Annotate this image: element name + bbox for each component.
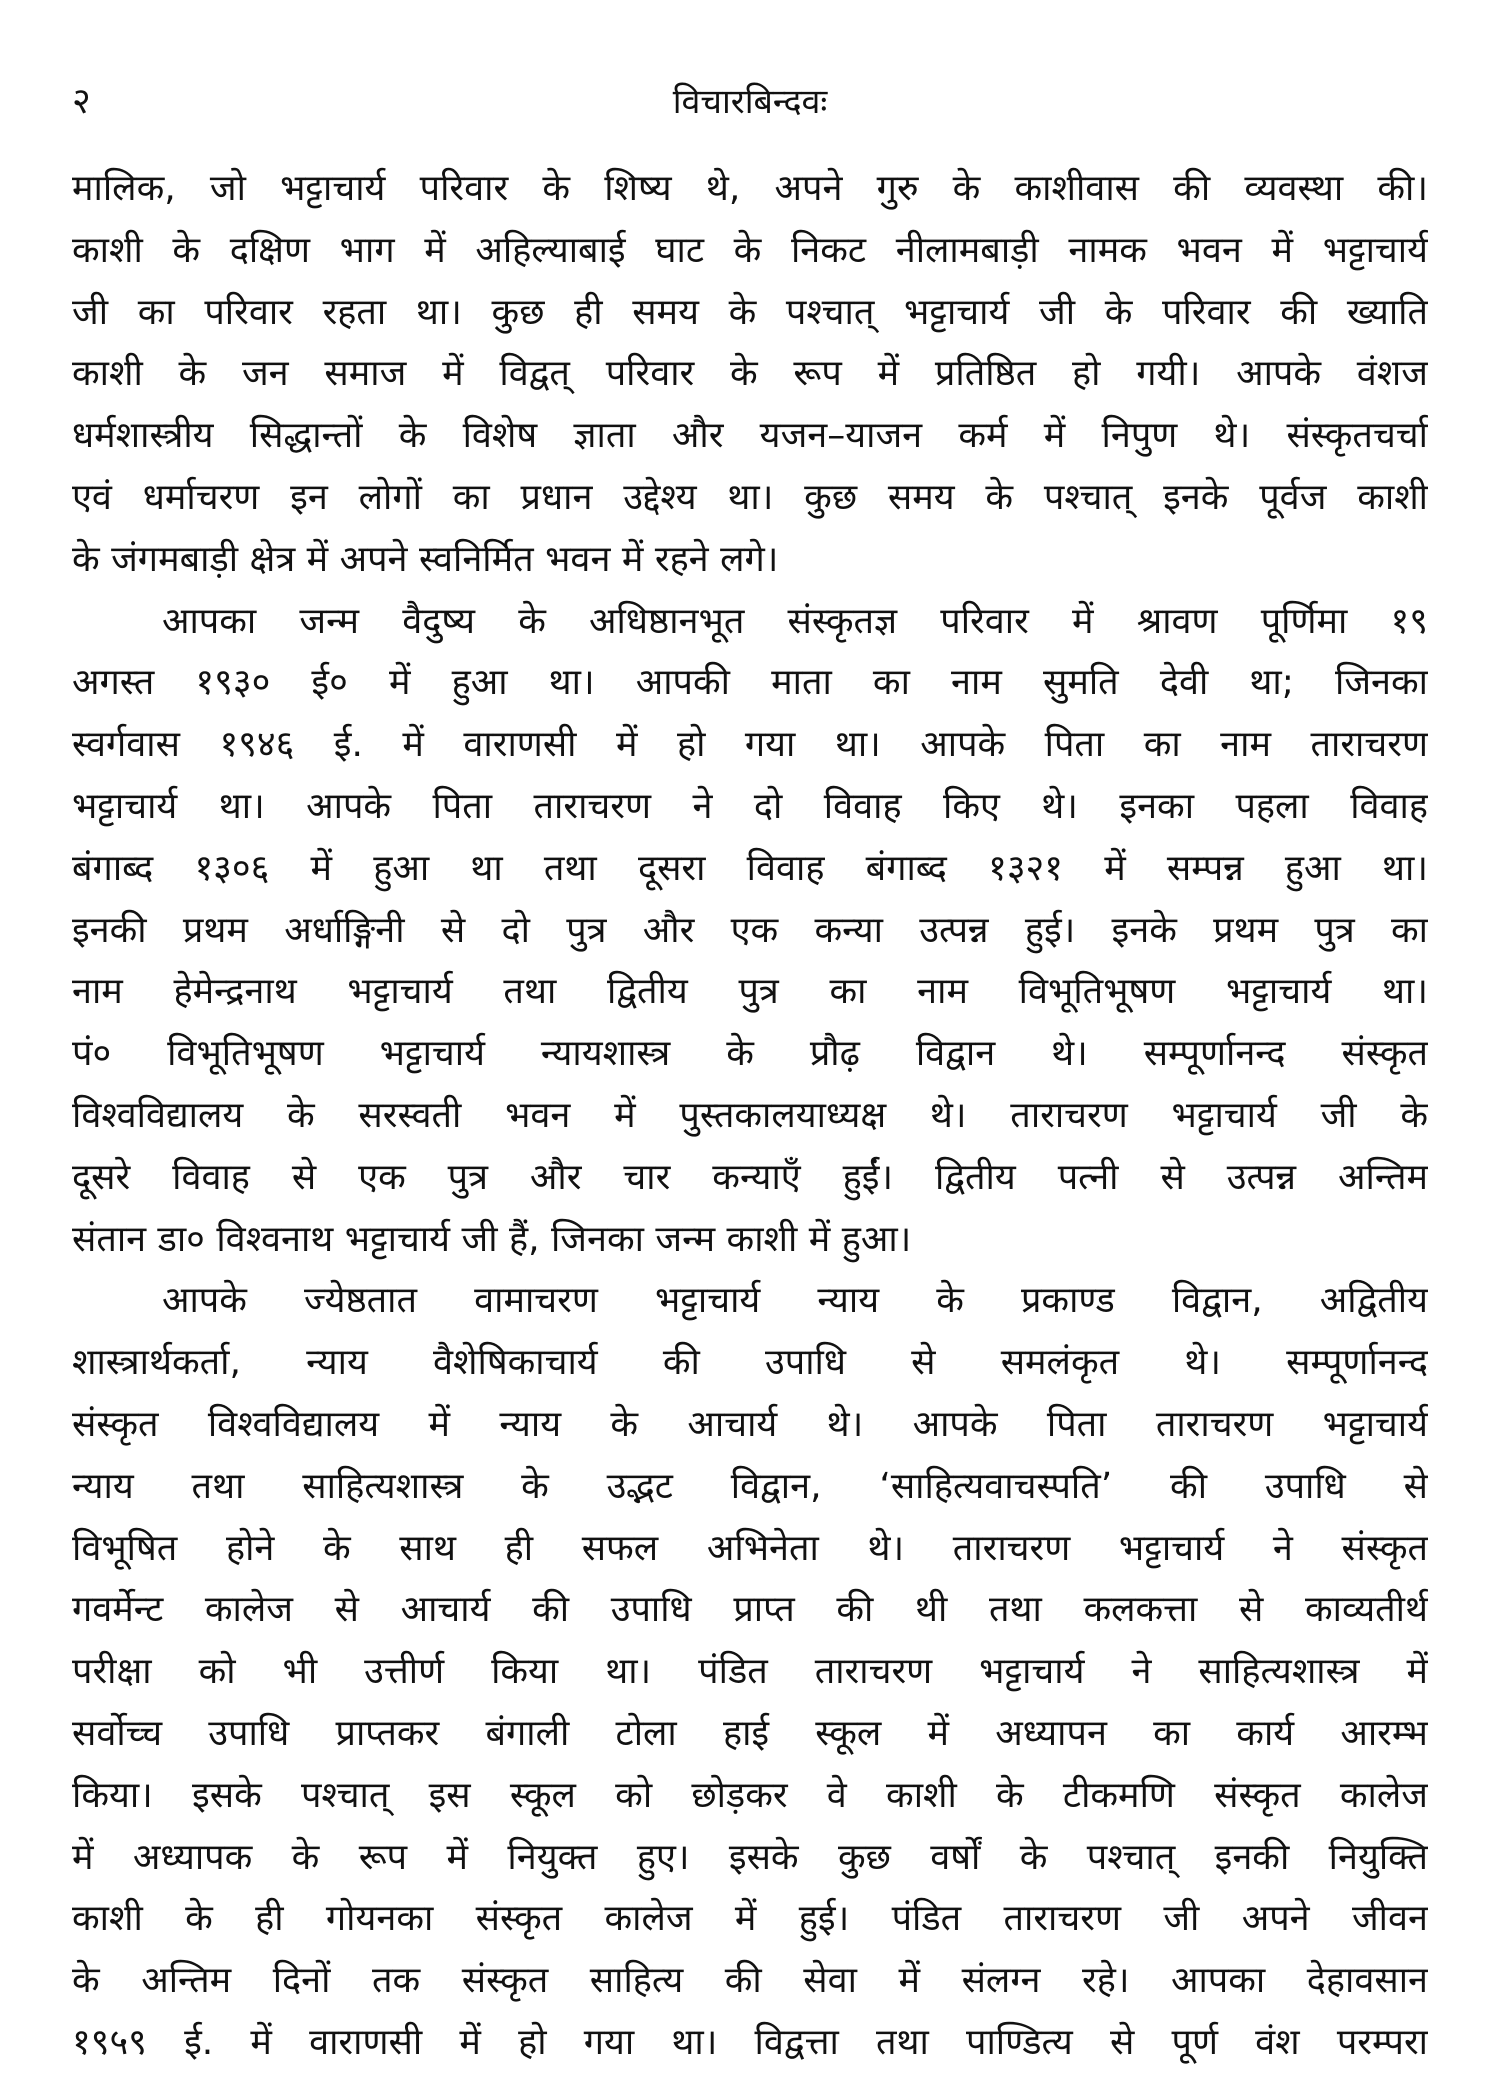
text-line: भट्टाचार्य था। आपके पिता ताराचरण ने दो विवाह किए थे। इनका पहला विवाह (72, 785, 1428, 827)
text-line: काशी के दक्षिण भाग में अहिल्याबाई घाट के निकट नीलामबाड़ी नामक भवन में भट्टाचार्य (72, 229, 1428, 271)
text-line: गवर्मेन्ट कालेज से आचार्य की उपाधि प्राप्त की थी तथा कलकत्ता से काव्यतीर्थ (72, 1589, 1428, 1631)
text-line: जी का परिवार रहता था। कुछ ही समय के पश्चात् भट्टाचार्य जी के परिवार की ख्याति (72, 291, 1428, 333)
text-line: काशी के ही गोयनका संस्कृत कालेज में हुई। पंडित ताराचरण जी अपने जीवन (72, 1898, 1428, 1940)
page-header (72, 72, 1428, 132)
text-line: बंगाब्द १३०६ में हुआ था तथा दूसरा विवाह बंगाब्द १३२१ में सम्पन्न हुआ था। (72, 847, 1428, 889)
text-line: इनकी प्रथम अर्धाङ्गिनी से दो पुत्र और एक कन्या उत्पन्न हुई। इनके प्रथम पुत्र का (72, 909, 1428, 951)
text-line: विभूषित होने के साथ ही सफल अभिनेता थे। ताराचरण भट्टाचार्य ने संस्कृत (72, 1527, 1428, 1569)
text-line: धर्मशास्त्रीय सिद्धान्तों के विशेष ज्ञाता और यजन–याजन कर्म में निपुण थे। संस्कृतचर्चा (72, 415, 1428, 457)
text-line: दूसरे विवाह से एक पुत्र और चार कन्याएँ हुईं। द्वितीय पत्नी से उत्पन्न अन्तिम (72, 1156, 1428, 1198)
text-line: अगस्त १९३० ई० में हुआ था। आपकी माता का नाम सुमति देवी था; जिनका (72, 662, 1428, 704)
text-line: किया। इसके पश्चात् इस स्कूल को छोड़कर वे काशी के टीकमणि संस्कृत कालेज (72, 1774, 1428, 1816)
text-line: संतान डा० विश्वनाथ भट्टाचार्य जी हैं, जिनका जन्म काशी में हुआ। (72, 1218, 912, 1260)
text-line: संस्कृत विश्वविद्यालय में न्याय के आचार्य थे। आपके पिता ताराचरण भट्टाचार्य (72, 1403, 1428, 1445)
text-line: परीक्षा को भी उत्तीर्ण किया था। पंडित ताराचरण भट्टाचार्य ने साहित्यशास्त्र में (72, 1651, 1428, 1693)
text-line: सर्वोच्च उपाधि प्राप्तकर बंगाली टोला हाई स्कूल में अध्यापन का कार्य आरम्भ (72, 1712, 1428, 1754)
text-line: न्याय तथा साहित्यशास्त्र के उद्भट विद्वान, ‘साहित्यवाचस्पति’ की उपाधि से (72, 1465, 1428, 1507)
text-line: नाम हेमेन्द्रनाथ भट्टाचार्य तथा द्वितीय पुत्र का नाम विभूतिभूषण भट्टाचार्य था। (72, 971, 1428, 1013)
page-number: २ (72, 81, 91, 122)
text-line: मालिक, जो भट्टाचार्य परिवार के शिष्य थे, अपने गुरु के काशीवास की व्यवस्था की। (72, 168, 1428, 209)
text-line: के अन्तिम दिनों तक संस्कृत साहित्य की सेवा में संलग्न रहे। आपका देहावसान (72, 1960, 1428, 2002)
text-line: में अध्यापक के रूप में नियुक्त हुए। इसके कुछ वर्षों के पश्चात् इनकी नियुक्ति (72, 1836, 1428, 1878)
body-text (72, 158, 1428, 2074)
text-line: आपके ज्येष्ठतात वामाचरण भट्टाचार्य न्याय के प्रकाण्ड विद्वान, अद्वितीय (162, 1280, 1428, 1322)
text-line: काशी के जन समाज में विद्वत् परिवार के रूप में प्रतिष्ठित हो गयी। आपके वंशज (72, 353, 1428, 395)
text-line: विश्वविद्यालय के सरस्वती भवन में पुस्तकालयाध्यक्ष थे। ताराचरण भट्टाचार्य जी के (72, 1094, 1428, 1136)
text-line: १९५९ ई. में वाराणसी में हो गया था। विद्वत्ता तथा पाण्डित्य से पूर्ण वंश परम्परा (72, 2021, 1428, 2063)
text-line: एवं धर्माचरण इन लोगों का प्रधान उद्देश्य था। कुछ समय के पश्चात् इनके पूर्वज काशी (72, 476, 1428, 518)
text-line: आपका जन्म वैदुष्य के अधिष्ठानभूत संस्कृतज्ञ परिवार में श्रावण पूर्णिमा १९ (162, 600, 1428, 642)
text-line: शास्त्रार्थकर्ता, न्याय वैशेषिकाचार्य की उपाधि से समलंकृत थे। सम्पूर्णानन्द (72, 1342, 1428, 1384)
running-title: विचारबिन्दवः (672, 82, 828, 122)
text-line: के जंगमबाड़ी क्षेत्र में अपने स्वनिर्मित भवन में रहने लगे। (72, 538, 779, 580)
text-line: पं० विभूतिभूषण भट्टाचार्य न्यायशास्त्र के प्रौढ़ विद्वान थे। सम्पूर्णानन्द संस्कृत (72, 1033, 1428, 1075)
text-line: स्वर्गवास १९४६ ई. में वाराणसी में हो गया था। आपके पिता का नाम ताराचरण (72, 724, 1428, 766)
